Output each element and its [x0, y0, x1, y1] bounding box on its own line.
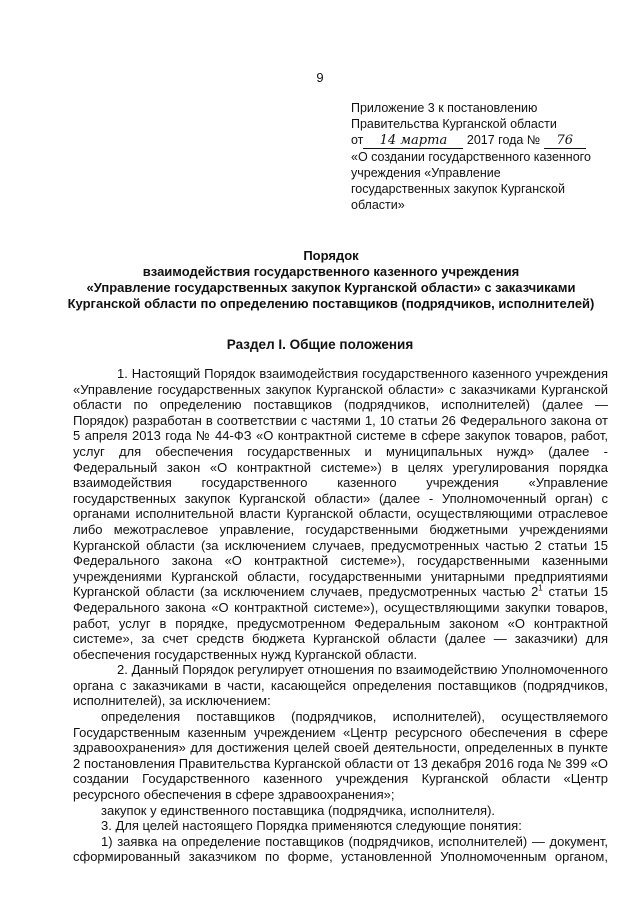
- page-number: 9: [316, 70, 324, 85]
- title-line: Курганской области по определению поставщиков (подрядчиков, исполнителей): [67, 296, 595, 311]
- body-text: [73, 366, 608, 865]
- appendix-line: Правительства Курганской области: [351, 117, 557, 131]
- handwritten-date: 14 марта: [363, 134, 463, 149]
- appendix-line: Приложение 3 к постановлению: [351, 101, 538, 115]
- appendix-line: учреждения «Управление: [351, 166, 501, 180]
- paragraph-1: 1. Настоящий Порядок взаимодействия государственного казенного учреждения «Управление государственных закупок Курганской области» с заказчиками Курганской области по определению поставщиков (подрядчиков, исполнителей) (далее — Порядок) разработан в соответствии с частями 1, 10 статьи 26 Федерального закона от 5 апреля 2013 года № 44-ФЗ «О контрактной системе в сфере закупок товаров, работ, услуг для обеспечения государственных и муниципальных нужд» (далее - Федеральный закон «О контрактной системе») в целях урегулирования порядка взаимодействия государственного казенного учреждения «Управление государственных закупок Курганской области» (далее - Уполномоченный орган) с органами исполнительной власти Курганской области, осуществляющими отраслевое либо межотраслевое управление, государственными бюджетными учреждениями Курганской области (за исключением случаев, предусмотренных частью 2 статьи 15 Федерального закона «О контрактной системе»), государственными казенными учреждениями Курганской области, государственными унитарными предприятиями Курганской области (за исключением случаев, предусмотренных частью $2^1$ статьи 15 Федерального закона «О контрактной системе»), осуществляющими закупки товаров, работ, услуг в порядке, предусмотренном Федеральным законом «О контрактной системе», за счет средств бюджета Курганской области (далее — заказчики) для обеспечения государственных нужд Курганской области.: [73, 366, 608, 662]
- paragraph-5: 3. Для целей настоящего Порядка применяются следующие понятия:: [101, 818, 522, 834]
- paragraph-4: закупок у единственного поставщика (подрядчика, исполнителя).: [101, 802, 496, 818]
- appendix-line: области»: [351, 198, 405, 212]
- title-line: Порядок: [303, 248, 359, 263]
- appendix-date-line: [351, 132, 606, 149]
- superscript: 1: [538, 583, 543, 593]
- appendix-line: государственных закупок Курганской: [351, 182, 565, 196]
- section-heading: Раздел I. Общие положения: [226, 337, 414, 352]
- paragraph-6: 1) заявка на определение поставщиков (подрядчиков, исполнителей) — документ, сформированный заказчиком по форме, установленной Уполномоченным органом,: [73, 833, 608, 865]
- date-year: 2017 года №: [466, 133, 541, 147]
- appendix-line: «О создании государственного казенного: [351, 150, 591, 164]
- handwritten-number: 76: [544, 134, 586, 149]
- title-line: «Управление государственных закупок Курганской области» с заказчиками: [86, 280, 576, 295]
- paragraph-3: определения поставщиков (подрядчиков, исполнителей), осуществляемого Государственным казенным учреждением «Центр ресурсного обеспечения в сфере здравоохранения» для достижения целей своей деятельности, определенных в пункте 2 постановления Правительства Курганской области от 13 декабря 2016 года № 399 «О создании Государственного казенного учреждения Курганской области «Центр ресурсного обеспечения в сфере здравоохранения»;: [73, 709, 608, 803]
- paragraph-2: 2. Данный Порядок регулирует отношения по взаимодействию Уполномоченного органа с заказчиками в части, касающейся определения поставщиков (подрядчиков, исполнителей), за исключением:: [73, 662, 608, 709]
- date-prefix: от: [351, 133, 364, 147]
- appendix-block: [351, 100, 606, 213]
- title-line: взаимодействия государственного казенного учреждения: [142, 264, 520, 279]
- document-title: [60, 248, 602, 312]
